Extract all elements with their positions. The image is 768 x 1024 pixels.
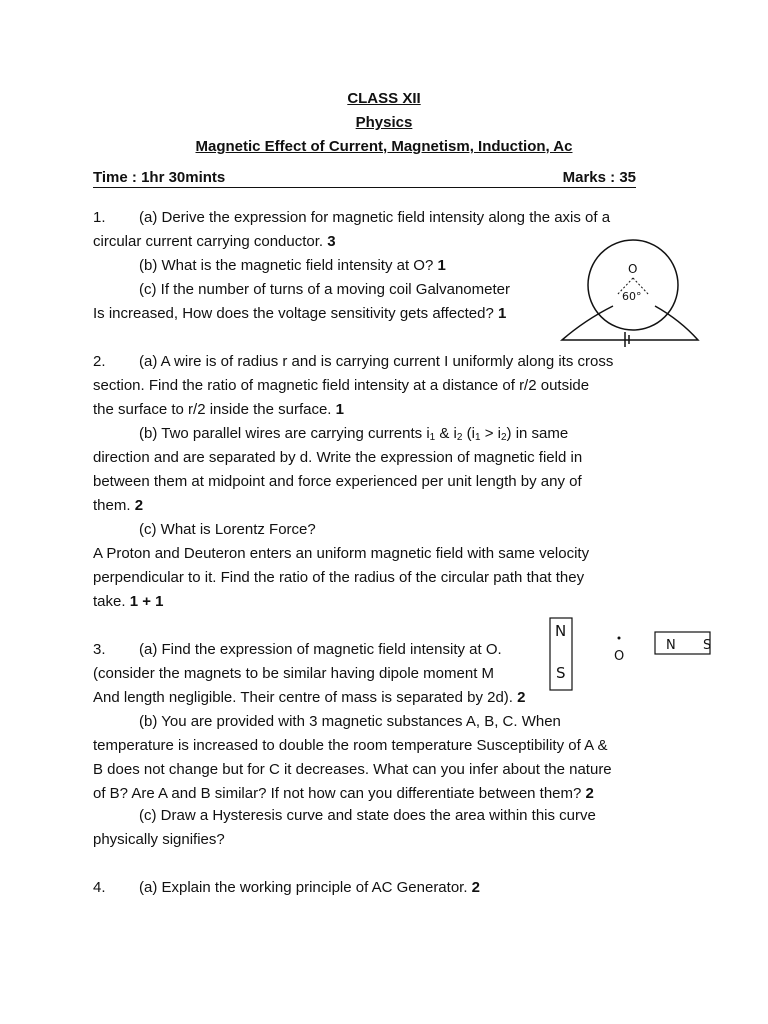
q2-c-cont1: A Proton and Deuteron enters an uniform magnetic field with same velocity	[93, 545, 590, 562]
q3-b-cont1: temperature is increased to double the room temperature Susceptibility of A &	[93, 737, 608, 754]
q4-a-text: (a) Explain the working principle of AC Generator. 2	[139, 879, 481, 896]
q2-c-cont3: take. 1 + 1	[93, 593, 164, 610]
q3-a-text: (a) Find the expression of magnetic field intensity at O.	[139, 641, 502, 658]
q2-number: 2.	[93, 353, 106, 370]
q3-a-cont1: (consider the magnets to be similar having dipole moment M	[93, 665, 495, 682]
q4-a-mark: 2	[471, 879, 481, 896]
q3-b-mark: 2	[585, 785, 594, 802]
q1-b-text: (b) What is the magnetic field intensity at O? 1	[139, 257, 446, 274]
magnet2-s-label: S	[703, 638, 712, 653]
q3-c-cont: physically signifies?	[93, 831, 225, 848]
q1-circle-diagram	[555, 235, 705, 365]
angle-label: 60°	[622, 290, 642, 303]
q2-a-mark: 1	[335, 401, 344, 418]
current-loop-circle	[588, 240, 678, 330]
magnet1-n-label: N	[555, 622, 567, 640]
q2-b-mark: 2	[134, 497, 144, 514]
magnet1-s-label: S	[556, 664, 566, 682]
q1-a-cont: circular current carrying conductor. 3	[93, 233, 336, 250]
q3-b-text: (b) You are provided with 3 magnetic substances A, B, C. When	[139, 713, 561, 730]
q2-b-cont3: them. 2	[93, 497, 144, 514]
q1-c-text: (c) If the number of turns of a moving coil Galvanometer	[139, 281, 510, 298]
q3-a-cont2: And length negligible. Their centre of mass is separated by 2d). 2	[93, 689, 526, 706]
q3-b-cont3: of B? Are A and B similar? If not how can you differentiate between them? 2	[93, 785, 594, 802]
q3-a-mark: 2	[517, 689, 526, 706]
q3-b-cont2: B does not change but for C it decreases. What can you infer about the nature	[93, 761, 612, 778]
q2-a-cont1: section. Find the ratio of magnetic field intensity at a distance of r/2 outside	[93, 377, 590, 394]
q4-number: 4.	[93, 879, 106, 896]
q3-number: 3.	[93, 641, 106, 658]
q2-c-text: (c) What is Lorentz Force?	[139, 521, 316, 538]
q1-b-mark: 1	[437, 257, 446, 274]
class-title: CLASS XII	[347, 90, 421, 107]
q2-c-cont2: perpendicular to it. Find the ratio of the radius of the circular path that they	[93, 569, 585, 586]
q1-number: 1.	[93, 209, 106, 226]
point-o-dot	[618, 637, 621, 640]
magnet2-n-label: N	[666, 638, 676, 653]
q2-b-cont2: between them at midpoint and force experienced per unit length by any of	[93, 473, 582, 490]
point-o-label: O	[628, 262, 638, 276]
time-label: Time : 1hr 30mints	[93, 169, 226, 186]
q2-a-cont2: the surface to r/2 inside the surface. 1	[93, 401, 344, 418]
q1-c-mark: 1	[497, 305, 507, 322]
q2-b-text: (b) Two parallel wires are carrying currents $i_1$ & $i_2$ $(i_1 > i_2)$ in same	[139, 425, 569, 443]
wire-triangle	[562, 306, 698, 340]
q1-a-mark: 3	[327, 233, 336, 250]
time-marks-bar	[93, 169, 636, 188]
q2-a-text: (a) A wire is of radius r and is carrying current I uniformly along its cross	[139, 353, 614, 370]
subject-title: Physics	[355, 114, 413, 131]
q3-c-text: (c) Draw a Hysteresis curve and state does the area within this curve	[139, 807, 596, 824]
marks-label: Marks : 35	[562, 169, 636, 186]
topic-title: Magnetic Effect of Current, Magnetism, Induction, Ac	[195, 138, 573, 155]
q3-magnet-diagram	[545, 612, 715, 692]
q1-a-text: (a) Derive the expression for magnetic field intensity along the axis of a	[139, 209, 611, 226]
q1-c-cont: Is increased, How does the voltage sensitivity gets affected? 1	[93, 305, 507, 322]
horizontal-magnet	[655, 632, 710, 654]
q2-b-cont1: direction and are separated by d. Write the expression of magnetic field in	[93, 449, 583, 466]
point-o-label: O	[614, 649, 625, 664]
q2-c-mark: 1 + 1	[129, 593, 164, 610]
